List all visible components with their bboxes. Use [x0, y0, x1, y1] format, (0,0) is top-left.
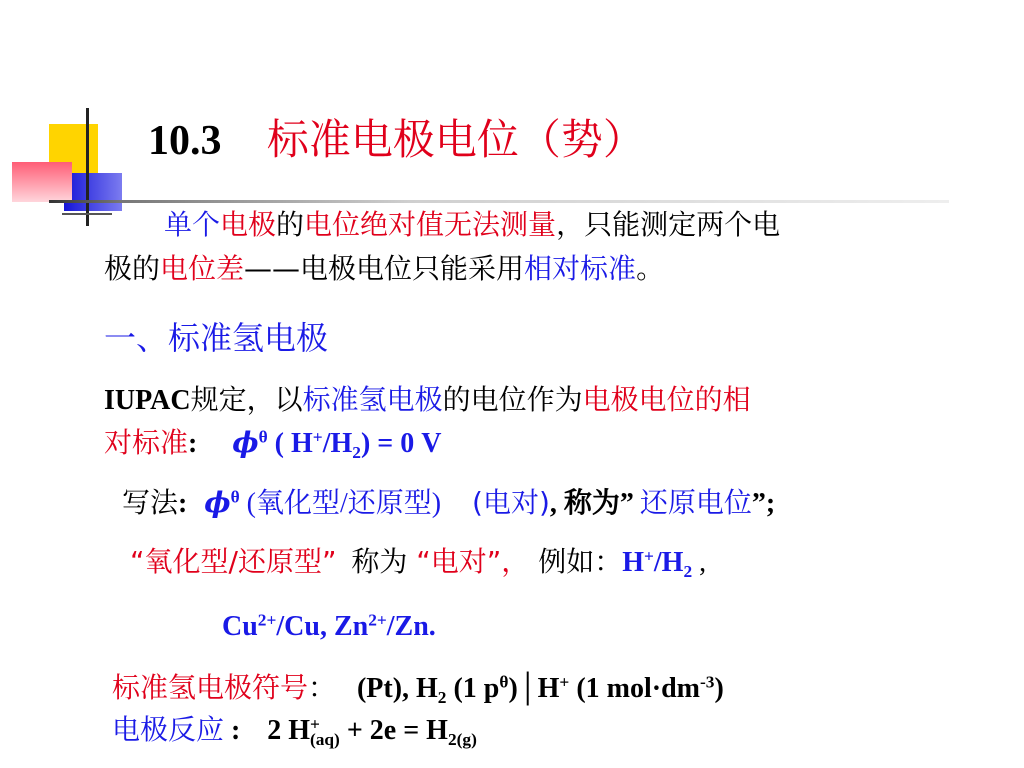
title-number: 10.3	[148, 118, 222, 164]
vertical-rule	[86, 108, 89, 226]
electrode-reaction-line: 电极反应 : 2 $H^+_{(aq)} + 2e = H_{2(g)}$	[112, 713, 477, 750]
iupac-line-1: IUPAC规定，以标准氢电极的电位作为电极电位的相	[104, 383, 751, 416]
intro-line-2: 极的电位差——电极电位只能采用相对标准。	[104, 252, 665, 285]
couple-line: “氧化型/还原型” 称为 “电对”， 例如：$H^+/H_2$ ,	[130, 545, 707, 582]
iupac-line-2: 对标准: $\phi^\theta$ ( $H^+/H_2) = 0$ V	[104, 426, 442, 463]
standard-potential-formula: $\phi^\theta$ ( $H^+/H_2) = 0$ V	[232, 426, 442, 463]
slide-title	[148, 112, 645, 169]
electrode-symbol-line: 标准氢电极符号： (Pt), $H_2$ (1 $p^\theta)│H^+$ (1 $mol\cdot dm^{-3}$)	[112, 671, 724, 708]
horizontal-rule-bottom	[62, 213, 112, 215]
examples-line: $Cu^{2+}/Cu$, $Zn^{2+}/Zn$.	[222, 610, 436, 642]
section-heading: 一、标准氢电极	[104, 319, 329, 357]
blue-square	[64, 173, 122, 211]
pink-square	[12, 162, 72, 202]
horizontal-rule	[49, 200, 949, 203]
intro-line-1: 单个电极的电位绝对值无法测量，只能测定两个电	[164, 208, 781, 241]
notation-line: 写法: $\phi^\theta$ (氧化型/还原型) (电对), 称为” 还原电位”;	[122, 486, 776, 519]
title-text: 标准电极电位（势）	[266, 115, 645, 164]
